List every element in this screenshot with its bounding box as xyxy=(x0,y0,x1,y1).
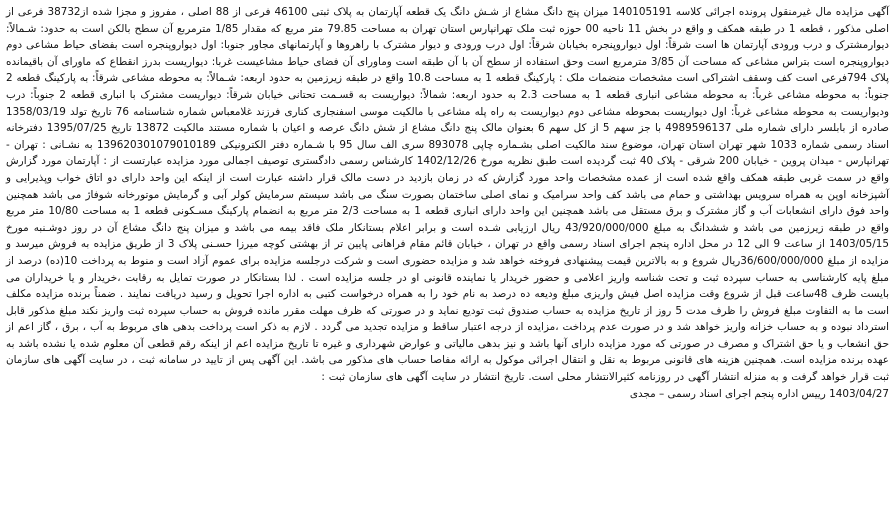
notice-date-signature: 1403/04/27 رییس اداره پنجم اجرای اسناد رسمی – مجدی xyxy=(629,387,889,400)
notice-body-text: آگهی مزایده مال غیرمنقول پرونده اجرائی کلاسه 140105191 میزان پنج دانگ مشاع از شـش دانگ یک قطعه آپارتمان به پلاک ثبتی 46100 فرعی از 88 اصلی ، مفروز و مجزا شده از38732 فرعی از اصلی مذکور ، قطعه 1 در طبقه همکف و واقع در بخش 11 ناحیه 00 حوزه ثبت ملک تهرانپارس استان تهران به مساحت 79.85 متر مربع که مقدار 1/85 مترمربع آن سطح بالکن است به حدود: شـمالاً: دیوارمشترک و درب ورودی آپارتمان ها است شرقاً: اول دیواروپنجره بخیابان شرقاً: اول درب ورودی و دیوار مشترک با راهروها و آپارتمانهای مجاور جنوبا: اول دیواروپنجره است بفضای حیاط مشاعی دوم دیواروپنجره است بتراس مشاعی که مساحت آن 3/85 مترمربع است وحق استفاده از سطح آن با آن طبقه است وماورای آن فضای حیاط مشاعیست غربا: دیواریست بدرز انقطاع که ماورای آن باقیمانده پلاک 794فرعی است کف وسقف اشتراکی است مشخصات منضمات ملک : پارکینگ قطعه 1 به مساحت 10.8 واقع در طبقه زیرزمین به حدود اربعه: شـمالاً: به محوطه مشاعی شرقاً: به پارکینگ قطعه 2 جنوباً: به محوطه مشاعی غرباً: به محوطه مشاعی انباری قطعه 1 به مساحت 2.3 به حدود اربعه: شمالاً: دیواریست به قسـمت تحتانی خیابان شرقاً: دیواریست مشترک با انباری قطعه 2 جنوباً: درب ودیواریست به محوطه مشاعی غرباً: اول دیواریست بمحوطه مشاعی دوم دیواریست به راه پله مشاعی با مالکیت موسی اسفنجاری کناری فرزند غلامعباس شماره شناسنامه 76 تاریخ تولد 1358/03/19 صادره از بابلسر دارای شماره ملی 4989596137 با جز سهم 5 از کل سهم 6 بعنوان مالک پنج دانگ مشاع از شش دانگ عرصه و اعیان با شماره مستند مالکیت 13872 تاریخ 1395/07/25 دفترخانه اسناد رسمی شماره 1033 شهر تهران استان تهران، موضوع سند مالکیت اصلی بشـماره چاپی 893078 سری الف سال 95 با شـماره دفتر الکترونیکی 139620301079010189 به نشـانی : تهران - تهرانپارس - میدان پروین - خیابان 200 شرقی - پلاک 40 ثبت گردیده است طبق نظریه مورخ 1402/12/26 کارشناس رسمی دادگستری توصیف اجمالی مورد مزایده عبارتست از : آپارتمان مورد گزارش واقع در سمت غربی طبقه همکف واقع شده است از عمده مشخصات واحد مورد گزارش که در زمان بازدید در دست مالک قرار داشته عبارت است از اینکه این واحد دارای دو اتاق خواب وپذیرایی و آشپزخانه اوپن به همراه سرویس بهداشتی و حمام می باشد کف واحد سرامیک و نمای اصلی ساختمان بصورت سنگ می باشد سیستم سرمایش کولر آبی و گرمایش موتورخانه شوفاژ می باشد همچنین واحد فوق دارای انشعابات آب و گاز مشترک و برق مستقل می باشد همچنین این واحد دارای انباری قطعه 1 به مساحت 2/3 متر مربع به انضمام پارکینگ مسـکونی قطعه 1 به مساحت 10/80 متر مربع واقع در طبقه زیرزمین می باشد و ششدانگ به مبلغ 43/920/000/000 ریال ارزیابی شـده است و برابر اعلام بستانکار ملک فاقد بیمه می باشد و میزان پنج دانگ مشاع آن در روز دوشـنبه مورخ 1403/05/15 از ساعت 9 الی 12 در محل اداره پنجم اجرای اسناد رسمی واقع در تهران ، خیابان قائم مقام فراهانی پایین تر از بهشتی کوچه میرزا حسـنی پلاک 3 از طریق مزایده به فروش میرسد و مزایده از مبلغ 36/600/000/000ریال شروع و به بالاترین قیمت پیشنهادی فروخته خواهد شد و مزایده حضوری است و شرکت درجلسه مزایده برای عموم آزاد است و منوط به پرداخت 10(ده) درصد از مبلغ پایه کارشناسی به حساب سپرده ثبت و تحت شناسه واریز اعلامی و حضور خریدار یا نماینده قانونی او در جلسه مزایده است . لذا بستانکار در صورت تمایل به رقابت ،خریدار و یا خریداران می بایست ظرف 48ساعت قبل از شروع وقت مزایده اصل فیش واریزی مبلغ ودیعه ده درصد به نام خود را به همراه درخواست کتبی به اداره اجرا تحویل و رسید دریافت نمایند . ضمناً برنده مزایده مکلف است ما به التفاوت مبلغ فروش را ظرف مدت 5 روز از تاریخ مزایده به حساب صندوق ثبت تودیع نماید و در صورتی که ظرف مهلت مقرر مانده فروش به حساب سپرده ثبت واریز نکند مبلغ مذکور قابل استرداد نبوده و به حساب خزانه واریز خواهد شد و در صورت عدم پرداخت ،مزایده از درجه اعتبار ساقط و مزایده تجدید می گردد . لازم به ذکر است پرداخت بدهی های مربوط به آب ، برق ، گاز اعم از حق انشعاب و یا حق اشتراک و مصرف در صورتی که مورد مزایده دارای آنها باشد و نیز بدهی مالیاتی و عوارض شهرداری و غیره تا تاریخ مزایده اعم از اینکه رقم قطعی آن معلوم شده یا نشده باشد به عهده برنده مزایده است. همچنین هزینه های قانونی مربوط به نقل و انتقال اجرائی موکول به ارائه مفاصا حساب های مذکور می باشد. این آگهی پس از تایید در سامانه ثبت ، در سایت آگهی های سازمان ثبت قرار خواهد گرفت و به منزله انتشار آگهی در روزنامه کثیرالانتشار محلی است. تاریخ انتشار در سایت آگهی های سازمان ثبت : xyxy=(6,6,890,384)
